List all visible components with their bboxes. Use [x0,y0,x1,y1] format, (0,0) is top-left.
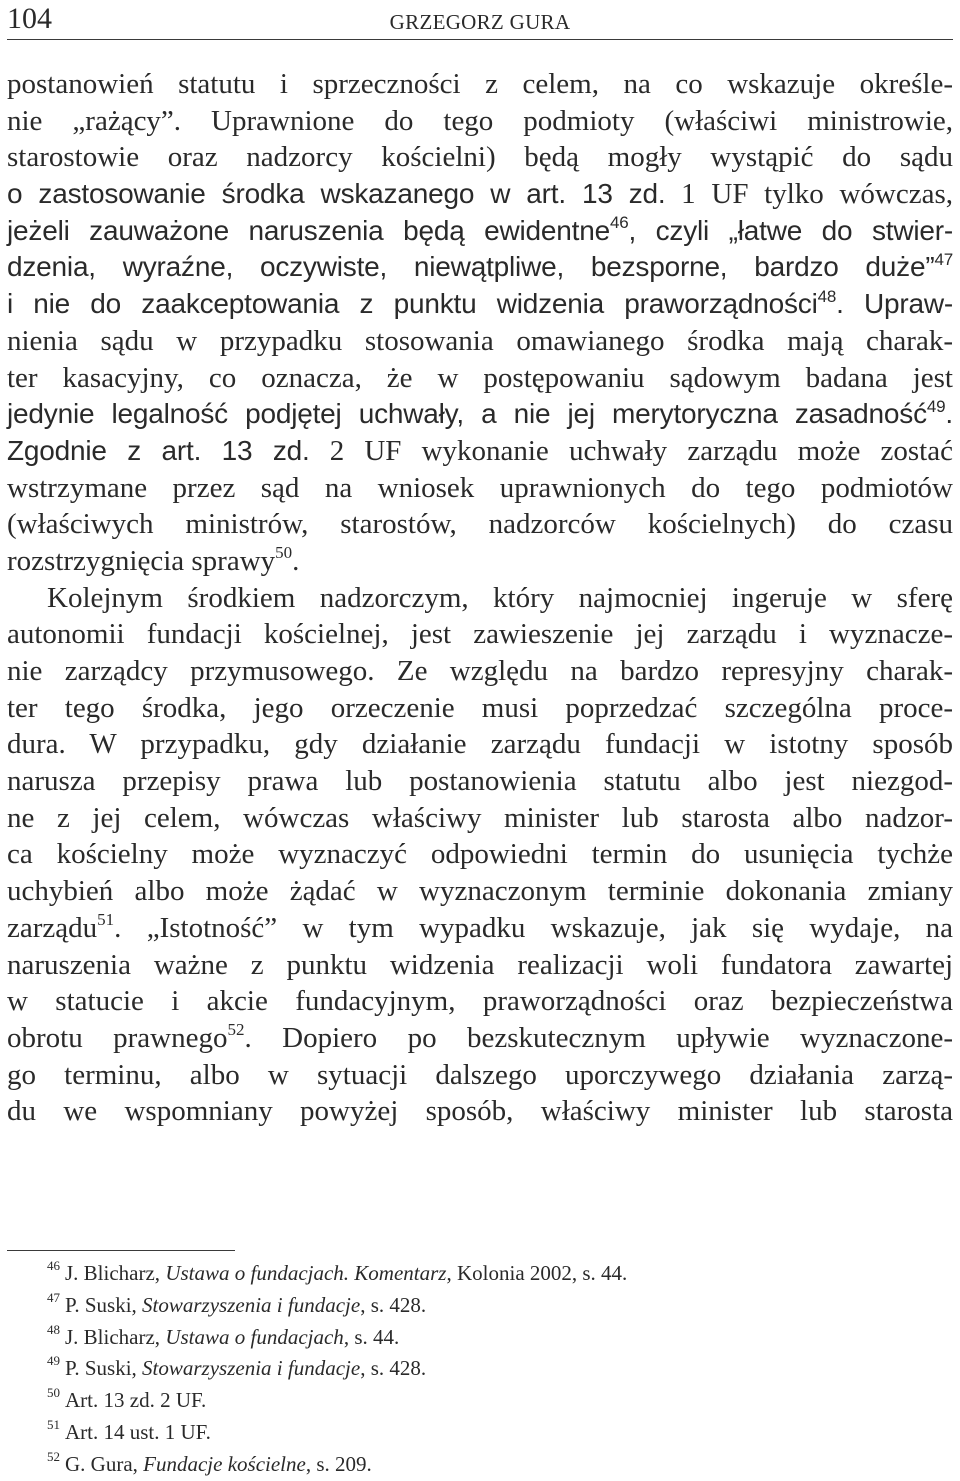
text-line [7,213,953,250]
footnote-ref: 48 [817,286,837,306]
text-line: go terminu, albo w sytuacji dalszego uporczywego działania zarzą- [7,1058,953,1091]
text-line: (właściwych ministrów, starostów, nadzorców kościelnych) do czasu [7,508,953,541]
text-span: dzenia, wyraźne, oczywiste, niewątpliwe, bezsporne, bardzo duże” [7,251,935,283]
text-line: Kolejnym środkiem nadzorczym, który najmocniej ingeruje w sferę [47,581,953,614]
text-span: . [292,544,300,577]
footnote-text: P. Suski, [65,1292,143,1317]
text-span: jedynie legalność podjętej uchwały, a nie jej merytoryczna zasadność [7,398,927,430]
footnote-title: Stowarzyszenia i fundacje [142,1356,361,1381]
footnote-text: , s. 428. [360,1292,427,1317]
footnote-text: , s. 428. [360,1356,427,1381]
text-span: rozstrzygnięcia sprawy [7,544,276,577]
text-span: . „Istotność” w tym wypadku wskazuje, jak się wydaje, na [114,911,953,944]
page-header [7,2,953,40]
text-span: . Dopiero po bezskutecznym upływie wyznaczone- [244,1021,953,1054]
text-line [7,249,953,286]
footnote [47,1353,627,1385]
text-span: i nie do zaakceptowania z punktu widzenia praworządności [7,288,818,320]
footnote [47,1290,627,1322]
footnote-number: 52 [47,1448,60,1464]
text-span: obrotu prawnego [7,1021,228,1054]
text-line: ne z jej celem, wówczas właściwy minister lub starosta albo nadzor- [7,801,953,834]
footnote-text: P. Suski, [65,1356,143,1381]
text-span: Zgodnie z art. 13 zd. [7,434,310,466]
running-head: GRZEGORZ GURA [389,10,571,34]
text-line [7,543,953,580]
text-span: zarządu [7,911,98,944]
footnote [47,1322,627,1354]
text-line: wstrzymane przez sąd na wniosek uprawnionych do tego podmiotów [7,471,953,504]
footnote-text: , Kolonia 2002, s. 44. [446,1261,628,1285]
footnotes [47,1258,627,1481]
footnote-text: , s. 209. [305,1451,372,1476]
text-line [7,286,953,323]
text-line: nie zarządcy przymusowego. Ze względu na bardzo represyjny charak- [7,655,953,687]
text-line [7,176,953,213]
footnote-separator [7,1250,235,1251]
footnote [47,1258,627,1290]
text-line: narusza przepisy prawa lub postanowienia statutu albo jest niezgod- [7,765,953,798]
text-line: uchybień albo może żądać w wyznaczonym terminie dokonania zmiany [7,875,953,908]
text-line: nienia sądu w przypadku stosowania omawianego środka mają charak- [7,324,953,357]
text-span: 2 UF wykonanie uchwały zarządu może zostać [309,434,953,467]
text-line: autonomii fundacji kościelnej, jest zawieszenie jej zarządu i wyznacze- [7,618,953,651]
text-line: postanowień statutu i sprzeczności z celem, na co wskazuje określe- [7,68,953,100]
text-span: , czyli „łatwe do stwier- [628,214,953,246]
text-line: ca kościelny może wyznaczyć odpowiedni termin do usunięcia tychże [7,838,953,871]
footnote-number: 50 [47,1385,60,1401]
text-line: ter tego środka, jego orzeczenie musi poprzedzać szczególna proce- [7,691,953,724]
text-line: nie „rażący”. Uprawnione do tego podmioty (właściwi ministrowie, [7,104,953,137]
footnote-ref: 51 [97,910,115,930]
footnote [47,1385,627,1417]
paragraph-2 [7,580,953,1130]
text-line [7,1020,953,1057]
footnote-title: Ustawa o fundacjach [165,1324,344,1349]
page-number: 104 [7,2,52,35]
text-line: naruszenia ważne z punktu widzenia realizacji woli fundatora zawartej [7,948,953,981]
footnote-text: J. Blicharz, [65,1324,166,1349]
footnote-number: 51 [47,1416,60,1432]
body-text [7,66,953,1130]
text-span: o zastosowanie środka wskazanego w art. 13 zd. [7,178,666,210]
footnote-number: 48 [47,1321,60,1337]
footnote-ref: 47 [934,250,953,270]
footnote [47,1449,627,1481]
text-line [7,910,953,947]
footnote-title: Fundacje kościelne [143,1451,306,1476]
footnote-ref: 49 [926,396,946,416]
text-line: dura. W przypadku, gdy działanie zarządu fundacji w istotny sposób [7,728,953,761]
footnote-text: G. Gura, [65,1451,144,1476]
text-span: 1 UF tylko wówczas, [665,178,953,211]
text-line: w statucie i akcie fundacyjnym, praworządności oraz bezpieczeństwa [7,985,953,1018]
text-line [7,433,953,470]
footnote-ref: 52 [227,1020,245,1040]
footnote-number: 47 [47,1289,60,1305]
footnote-number: 49 [47,1353,60,1369]
footnote-ref: 50 [275,543,293,563]
text-line: starostowie oraz nadzorcy kościelni) będą mogły wystąpić do sądu [7,141,953,174]
footnote-ref: 46 [609,213,629,233]
text-line: du we wspomniany powyżej sposób, właściwy minister lub starosta [7,1095,953,1128]
footnote-text: Art. 13 zd. 2 UF. [65,1388,207,1413]
footnote-text: Art. 14 ust. 1 UF. [65,1419,211,1444]
text-line [7,396,953,433]
text-span: . Upraw- [836,288,953,320]
text-span: jeżeli zauważone naruszenia będą ewidentne [7,214,610,246]
footnote [47,1417,627,1449]
footnote-text: , s. 44. [343,1324,400,1349]
text-span: . [945,398,953,430]
paragraph-1 [7,66,953,580]
text-line: ter kasacyjny, co oznacza, że w postępowaniu sądowym badana jest [7,361,953,394]
footnote-text: J. Blicharz, [65,1261,166,1285]
footnote-number: 46 [47,1258,60,1273]
footnote-title: Stowarzyszenia i fundacje [142,1292,361,1317]
footnote-title: Ustawa o fundacjach. Komentarz [165,1261,447,1285]
